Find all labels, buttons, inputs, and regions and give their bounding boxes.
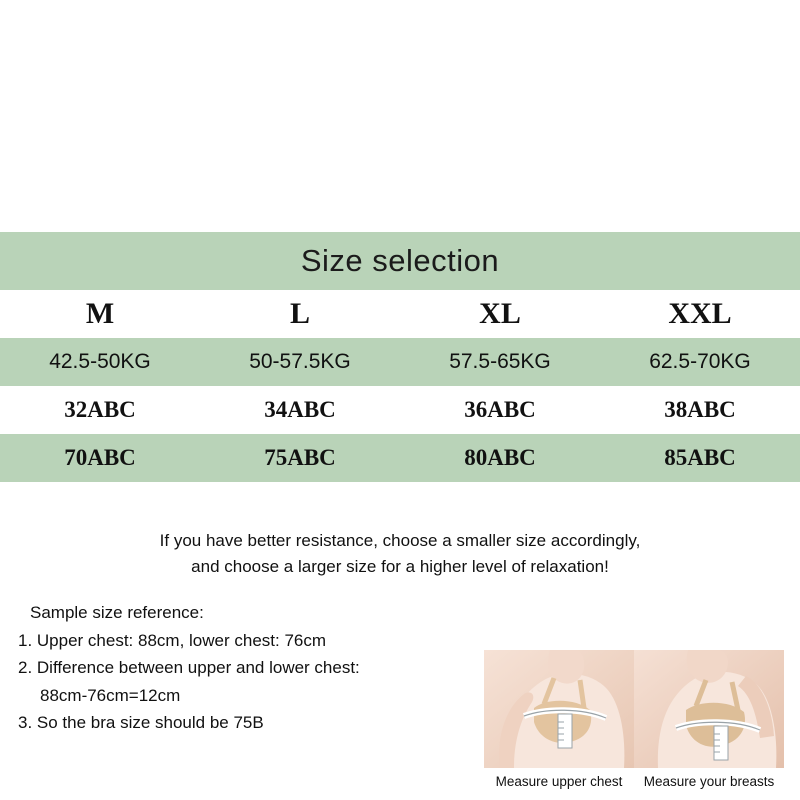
cell-weight-m: 42.5-50KG [0, 338, 200, 386]
sample-heading: Sample size reference: [30, 602, 204, 622]
photo-measure-upper-chest [484, 650, 634, 768]
cell-size-m: M [0, 290, 200, 338]
title-band [0, 232, 800, 290]
cell-eu-m: 70ABC [0, 434, 200, 482]
cell-eu-l: 75ABC [200, 434, 400, 482]
cell-size-xxl: XXL [600, 290, 800, 338]
table-row-weights [0, 338, 800, 386]
size-table [0, 290, 800, 482]
page-title: Size selection [300, 243, 500, 278]
table-row-sizes [0, 290, 800, 338]
caption-measure-breasts: Measure your breasts [643, 774, 775, 789]
cell-weight-xxl: 62.5-70KG [600, 338, 800, 386]
photo-row [484, 650, 784, 768]
table-row-us-sizes [0, 386, 800, 434]
upper-chest-illustration-icon [484, 650, 634, 768]
sample-item-3: 88cm-76cm=12cm [40, 685, 181, 705]
cell-size-l: L [200, 290, 400, 338]
top-whitespace [0, 0, 800, 232]
cell-us-m: 32ABC [0, 386, 200, 434]
cell-us-xxl: 38ABC [600, 386, 800, 434]
caption-measure-upper-chest: Measure upper chest [495, 774, 623, 789]
cell-eu-xxl: 85ABC [600, 434, 800, 482]
sample-item-2: 2. Difference between upper and lower chest: [18, 658, 360, 678]
cell-weight-l: 50-57.5KG [200, 338, 400, 386]
breast-measure-illustration-icon [634, 650, 784, 768]
guidance-note [0, 528, 800, 581]
measurement-photos [484, 650, 784, 789]
table-row-eu-sizes [0, 434, 800, 482]
photo-caption-row [484, 774, 784, 789]
cell-eu-xl: 80ABC [400, 434, 600, 482]
sample-item-4: 3. So the bra size should be 75B [18, 713, 264, 733]
cell-us-l: 34ABC [200, 386, 400, 434]
photo-measure-breasts [634, 650, 784, 768]
cell-weight-xl: 57.5-65KG [400, 338, 600, 386]
cell-us-xl: 36ABC [400, 386, 600, 434]
cell-size-xl: XL [400, 290, 600, 338]
guidance-note-line2: and choose a larger size for a higher level of relaxation! [191, 557, 609, 577]
sample-item-1: 1. Upper chest: 88cm, lower chest: 76cm [18, 630, 327, 650]
guidance-note-line1: If you have better resistance, choose a smaller size accordingly, [159, 531, 641, 550]
